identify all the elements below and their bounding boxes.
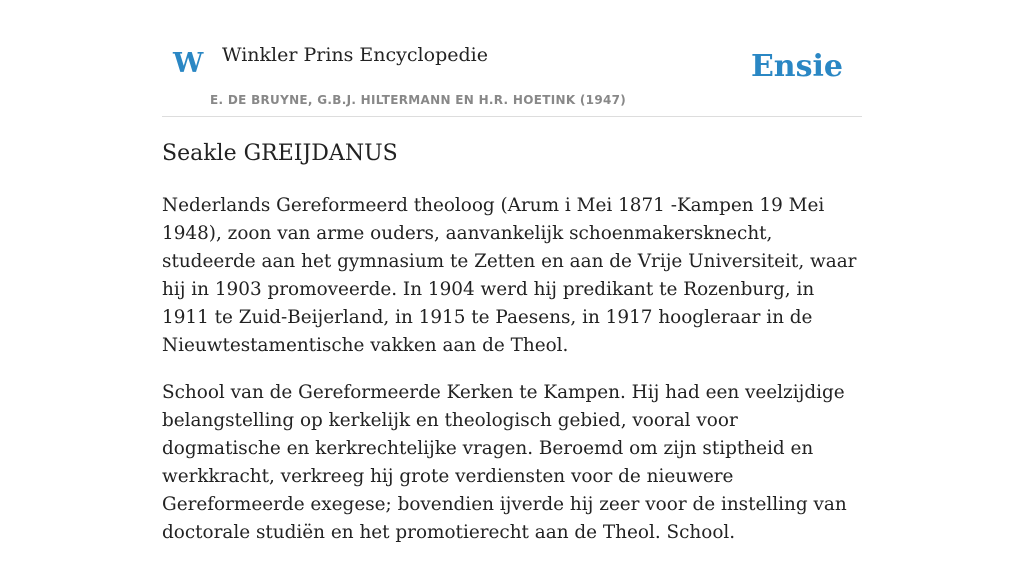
article-title: Seakle GREIJDANUS — [162, 141, 398, 166]
site-header — [162, 0, 862, 117]
w-logo-icon[interactable]: W — [173, 48, 204, 79]
ensie-logo[interactable]: Ensie — [750, 49, 843, 84]
page — [162, 0, 862, 543]
source-authors: E. DE BRUYNE, G.B.J. HILTERMANN EN H.R. HOETINK (1947) — [210, 93, 627, 107]
article-body — [162, 192, 862, 566]
site-title[interactable]: Winkler Prins Encyclopedie — [222, 44, 488, 66]
article-paragraph: Nederlands Gereformeerd theoloog (Arum i Mei 1871 -Kampen 19 Mei 1948), zoon van arme ouders, aanvankelijk schoenmakersknecht, studeerde aan het gymnasium te Zetten en aan de Vrije Universiteit, waar hij in 1903 promoveerde. In 1904 werd hij predikant te Rozenburg, in 1911 te Zuid-Beijerland, in 1915 te Paesens, in 1917 hoogleraar in de Nieuwtestamentische vakken aan de Theol. — [162, 195, 857, 356]
article-paragraph: School van de Gereformeerde Kerken te Kampen. Hij had een veelzijdige belangstelling op kerkelijk en theologisch gebied, vooral voor dogmatische en kerkrechtelijke vragen. Beroemd om zijn stiptheid en werkkracht, verkreeg hij grote verdiensten voor de nieuwere Gereformeerde exegese; bovendien ijverde hij zeer voor de instelling van doctorale studiën en het promotierecht aan de Theol. School. — [162, 382, 847, 543]
